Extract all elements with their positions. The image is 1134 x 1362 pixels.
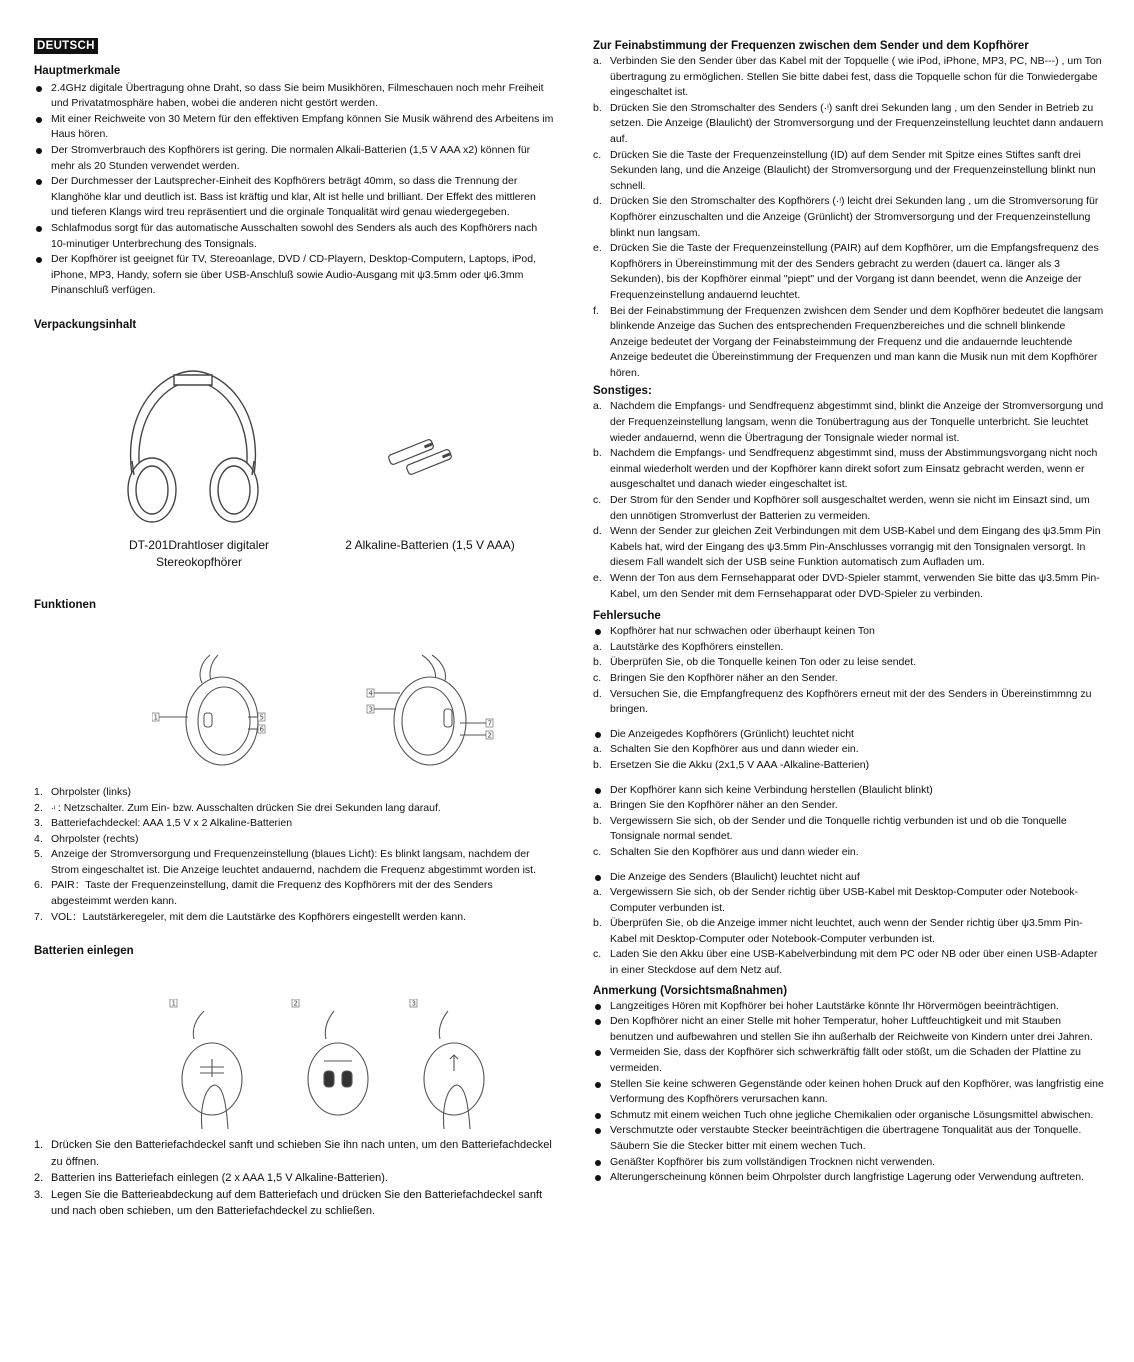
- list-marker: b.: [593, 447, 602, 460]
- trouble-remedy: [593, 814, 1105, 845]
- battery-step-item: [34, 1137, 554, 1170]
- list-marker: a.: [593, 55, 602, 67]
- func-label-7: 7: [487, 719, 492, 728]
- list-text: Verbinden Sie den Sender über das Kabel mit der Topquelle ( wie iPod, iPhone, MP3, PC, NB---) , um Ton übertragung zu ermöglichen. Stellen Sie bitte dabei fest, dass die Topquelle schon für die Tonwiedergabe eingeschaltet ist.: [610, 55, 1102, 99]
- power-icon: ·ᵎ: [51, 802, 58, 813]
- list-marker: 4.: [34, 832, 43, 845]
- function-item: [34, 816, 554, 832]
- functions-title: Funktionen: [34, 598, 96, 611]
- func-label-2: 2: [487, 731, 492, 740]
- misc-item: [593, 446, 1105, 493]
- list-marker: 5.: [34, 848, 43, 861]
- functions-diagram: [34, 613, 554, 783]
- func-label-3: 3: [368, 705, 373, 714]
- misc-title: Sonstiges:: [593, 385, 652, 398]
- list-text: Drücken Sie die Taste der Frequenzeinstellung (ID) auf dem Sender mit Spitze eines Stiftes sanft drei Sekunden lang, und die Anzeige (Blaulicht) der Stromversorgung und der Frequenzeinstellung blinkt nun schnell.: [610, 148, 1096, 192]
- note-item: Den Kopfhörer nicht an einer Stelle mit hoher Temperatur, hoher Luftfeuchtigkeit und mit Stauben benutzen und aufbewahren und stellen Sie ihn außerhalb der Reichweite von Kindern unter drei Jahren.: [593, 1014, 1105, 1045]
- list-marker: c.: [593, 671, 602, 684]
- list-marker: 3.: [34, 817, 43, 830]
- list-marker: 3.: [34, 1188, 44, 1201]
- list-marker: c.: [593, 148, 602, 161]
- list-marker: b.: [593, 814, 602, 827]
- function-item: [34, 878, 554, 909]
- list-text: Wenn der Sender zur gleichen Zeit Verbindungen mit dem USB-Kabel und dem Eingang des ψ3.5mm Pin Kabels hat, wird der Eingang des ψ3.5mm Pin-Anschlusses vorrangig mit den Tonsignalen versorgt. In diesem Fall wandelt sich der USB seine Funktion automatisch zum Aufladen um.: [610, 525, 1101, 569]
- note-item: Alterungerscheinung können beim Ohrpolster durch langfristige Lagerung oder Verwendung auftreten.: [593, 1170, 1105, 1186]
- list-text: Bei der Feinabstimmung der Frequenzen zwishcen dem Sender und dem Kopfhörer bedeutet die langsam blinkende Anzeige das Suchen des entsprechenden Frequenzbereiches und die schnell blinkende Anzeige bedeutet der Vorgang der Feinabsteimmung der Frequenz und die andauernde leuchtende Anzeige bedeutet die Übereinstimmung der Frequenzen und man kann die Musik nun mit dem Kopfhörer hören.: [610, 304, 1104, 379]
- package-images: [34, 333, 554, 593]
- list-marker: a.: [593, 743, 602, 756]
- trouble-remedies: [593, 885, 1105, 979]
- list-text: PAIR：Taste der Frequenzeinstellung, damit die Frequenz des Kopfhörers mit der des Senders abgesteimmt werden kann.: [51, 879, 493, 908]
- list-text: Drücken Sie den Stromschalter des Kopfhörers (·ᵎ) leicht drei Sekunden lang , um die Stromversorung für Kopfhörer einzuschalten und die Anzeige (Grünlicht) der Stromversorgung und der Frequenzeinstellung blinkt nun langsam.: [610, 195, 1099, 239]
- list-text: Wenn der Ton aus dem Fernsehapparat oder DVD-Spieler stammt, verwenden Sie bitte das ψ3.5mm Pin-Kabel, um den Sender mit dem Fernsehapparat oder DVD-Spieler zu verbinden.: [610, 572, 1100, 600]
- trouble-remedies: [593, 640, 1105, 718]
- trouble-group: [593, 783, 1105, 861]
- trouble-remedies: [593, 742, 1105, 773]
- list-text: Legen Sie die Batterieabdeckung auf dem Batteriefach und drücken Sie den Batteriefachdeckel sanft und nach oben schieben, um den Batteriefachdeckel zu schließen.: [51, 1188, 543, 1218]
- list-marker: 6.: [34, 879, 43, 892]
- note-item: Genäßter Kopfhörer bis zum vollständigen Trocknen nicht verwenden.: [593, 1155, 1105, 1171]
- list-marker: 7.: [34, 910, 43, 923]
- function-item: [34, 847, 554, 878]
- batteries-list: [34, 1137, 554, 1220]
- list-text: Nachdem die Empfangs- und Sendfrequenz abgestimmt sind, blinkt die Anzeige der Stromversorgung und der Frequenzeinstellung langsam, wenn die Tonübertragung aus der Tonquelle unterbricht. Sie leuchtet wieder andauernd, wenn die Übertragung der Tonsignale wieder normal ist.: [610, 400, 1104, 444]
- list-text: Lautstärke des Kopfhörers einstellen.: [610, 640, 784, 653]
- trouble-remedy: [593, 655, 1105, 671]
- notes-list: [593, 999, 1105, 1186]
- battery-step-item: [34, 1187, 554, 1220]
- tuning-list: [593, 54, 1105, 381]
- tuning-step-item: [593, 101, 1105, 148]
- package-title: Verpackungsinhalt: [34, 318, 137, 331]
- list-text: ·ᵎ : Netzschalter. Zum Ein- bzw. Ausschalten drücken Sie drei Sekunden lang darauf.: [51, 801, 441, 814]
- battery-step-label-3: 3: [411, 999, 416, 1008]
- list-marker: 1.: [34, 1139, 44, 1152]
- function-item: [34, 832, 554, 848]
- batteries-caption: 2 Alkaline-Batterien (1,5 V AAA): [345, 537, 515, 552]
- battery-step-3-image: [404, 999, 504, 1129]
- list-marker: 2.: [34, 1172, 44, 1185]
- list-marker: b.: [593, 917, 602, 930]
- tuning-title: Zur Feinabstimmung der Frequenzen zwischen dem Sender und dem Kopfhörer: [593, 40, 1029, 52]
- function-item: [34, 785, 554, 801]
- list-marker: 2.: [34, 801, 43, 814]
- misc-item: [593, 493, 1105, 524]
- left-column: [34, 38, 554, 1220]
- list-marker: b.: [593, 758, 602, 771]
- trouble-remedy: [593, 687, 1105, 718]
- note-item: Schmutz mit einem weichen Tuch ohne jegliche Chemikalien oder organische Lösungsmittel abwischen.: [593, 1108, 1105, 1124]
- trouble-remedy: [593, 671, 1105, 687]
- list-marker: a.: [593, 799, 602, 812]
- trouble-remedy: [593, 885, 1105, 916]
- list-text: Der Strom für den Sender und Kopfhörer soll ausgeschaltet werden, wenn sie nicht im Einsazt sind, um den unnötigen Stromverlust der Batterien zu vermeiden.: [610, 494, 1090, 522]
- tuning-step-item: [593, 304, 1105, 382]
- list-text: Ohrpolster (rechts): [51, 832, 139, 845]
- headphones-image: [118, 365, 268, 525]
- misc-item: [593, 524, 1105, 571]
- feature-item: Mit einer Reichweite von 30 Metern für den effektiven Empfang können Sie Musik während des Arbeitens im Haus hören.: [34, 112, 554, 143]
- earcup-right-diagram: [360, 653, 510, 773]
- right-column: [593, 38, 1105, 1186]
- trouble-remedy: [593, 758, 1105, 774]
- list-text: Versuchen Sie, die Empfangfrequenz des Kopfhörers erneut mit der des Senders in Übereinstimmng zu bringen.: [610, 687, 1092, 716]
- list-text: Bringen Sie den Kopfhörer näher an den Sender.: [610, 799, 838, 812]
- feature-item: Der Stromverbrauch des Kopfhörers ist gering. Die normalen Alkali-Batterien (1,5 V AAA x2) können für mehr als 20 Stunden verwendet werden.: [34, 143, 554, 174]
- list-marker: d.: [593, 525, 602, 538]
- tuning-step-item: [593, 241, 1105, 303]
- list-text: Vergewissern Sie sich, ob der Sender richtig über USB-Kabel mit Desktop-Computer oder Notebook-Computer verbunden ist.: [610, 886, 1079, 914]
- batteries-image: [384, 433, 474, 483]
- list-marker: c.: [593, 845, 602, 858]
- functions-list: [34, 785, 554, 925]
- misc-item: [593, 399, 1105, 446]
- trouble-symptom: Die Anzeigedes Kopfhörers (Grünlicht) leuchtet nicht: [593, 727, 1105, 743]
- list-text: Schalten Sie den Kopfhörer aus und dann wieder ein.: [610, 845, 859, 858]
- battery-step-label-2: 2: [293, 999, 298, 1008]
- list-text: Drücken Sie den Batteriefachdeckel sanft und schieben Sie ihn nach unten, um den Batteriefachdeckel zu öffnen.: [51, 1139, 552, 1168]
- list-text: Ohrpolster (links): [51, 785, 131, 798]
- batteries-title: Batterien einlegen: [34, 945, 134, 958]
- earcup-left-diagram: [152, 653, 302, 773]
- list-text: Drücken Sie die Taste der Frequenzeinstellung (PAIR) auf dem Kopfhörer, um die Empfangsfrequenz des Kopfhörers in Übereinstimmung mit der des Senders gebracht zu werden (dauert ca. länger als 3 Sekunden), bis der Kopfhörer einmal "piept" und der Vorgang ist dann beendet, wenn die Anzeige der Frequenzeinstellung andauernd leuchtet.: [610, 242, 1099, 301]
- func-label-1: 1: [153, 713, 158, 722]
- battery-step-2-image: [286, 999, 386, 1129]
- trouble-title: Fehlersuche: [593, 610, 661, 623]
- list-marker: a.: [593, 400, 602, 413]
- func-label-6: 6: [259, 725, 264, 734]
- list-marker: b.: [593, 656, 602, 669]
- feature-item: Schlafmodus sorgt für das automatische Ausschalten sowohl des Senders als auch des Kopfhörers nach 10-minutiger Unterbrechung des Tonsignals.: [34, 221, 554, 252]
- list-text: Laden Sie den Akku über eine USB-Kabelverbindung mit dem PC oder NB oder über einen USB-Adapter in einer Steckdose auf dem Netz auf.: [610, 948, 1098, 977]
- trouble-remedy: [593, 845, 1105, 861]
- list-text: Schalten Sie den Kopfhörer aus und dann wieder ein.: [610, 743, 859, 756]
- features-list: [34, 81, 554, 299]
- func-label-4: 4: [368, 689, 373, 698]
- list-text: Batterien ins Batteriefach einlegen (2 x AAA 1,5 V Alkaline-Batterien).: [51, 1172, 388, 1185]
- list-text: Anzeige der Stromversorgung und Frequenzeinstellung (blaues Licht): Es blinkt langsam, nachdem der Strom eingeschaltet ist. Die Anzeige leuchtet andauernd, nachdem die Frequenz abgestimmt worden ist.: [51, 848, 537, 876]
- tuning-step-item: [593, 194, 1105, 241]
- battery-steps-images: [34, 959, 554, 1137]
- list-marker: a.: [593, 886, 602, 899]
- list-text: Nachdem die Empfangs- und Sendfrequenz abgestimmt sind, muss der Abstimmungsvorgang nicht noch einmal wiederholt werden und der Kopfhörer kann direkt sofort zum Einsatz gebracht werden, wenn er ausgeschaltet und danach wieder eingeschaltet ist.: [610, 447, 1098, 491]
- trouble-remedy: [593, 742, 1105, 758]
- note-item: Vermeiden Sie, dass der Kopfhörer sich schwerkräftig fällt oder stößt, um die Schaden der Plattine zu vermeiden.: [593, 1045, 1105, 1076]
- list-text: Vergewissern Sie sich, ob der Sender und die Tonquelle richtig verbunden ist und ob die Tonquelle Tonsignale normal sendet.: [610, 814, 1067, 843]
- features-title: Hauptmerkmale: [34, 64, 121, 77]
- list-marker: d.: [593, 195, 602, 208]
- note-item: Stellen Sie keine schweren Gegenstände oder keinen hohen Druck auf den Kopfhörer, was langfristig eine Verformung des Kopfhörers verursachen kann.: [593, 1077, 1105, 1108]
- trouble-symptom: Die Anzeige des Senders (Blaulicht) leuchtet nicht auf: [593, 870, 1105, 886]
- trouble-remedies: [593, 798, 1105, 860]
- trouble-group: [593, 870, 1105, 979]
- misc-list: [593, 399, 1105, 602]
- trouble-groups: [593, 624, 1105, 978]
- feature-item: Der Kopfhörer ist geeignet für TV, Stereoanlage, DVD / CD-Playern, Desktop-Computern, Laptops, iPod, iPhone, MP3, Handy, sofern sie über USB-Anschluß sowie Audio-Ausgang mit ψ3.5mm oder ψ6.3mm Pinanschluß verfügen.: [34, 252, 554, 299]
- trouble-symptom: Kopfhörer hat nur schwachen oder überhaupt keinen Ton: [593, 624, 1105, 640]
- list-text: Überprüfen Sie, ob die Tonquelle keinen Ton oder zu leise sendet.: [610, 656, 917, 669]
- trouble-remedy: [593, 798, 1105, 814]
- headphones-caption: DT-201Drahtloser digitaler Stereokopfhörer: [128, 537, 270, 569]
- func-label-5: 5: [259, 713, 264, 722]
- list-marker: c.: [593, 948, 602, 961]
- battery-step-item: [34, 1170, 554, 1187]
- list-text: Überprüfen Sie, ob die Anzeige immer nicht leuchtet, auch wenn der Sender richtig über ψ3.5mm Pin-Kabel mit Desktop-Computer oder Notebook-Computer verbunden ist.: [610, 917, 1083, 945]
- note-item: Langzeitiges Hören mit Kopfhörer bei hoher Lautstärke könnte Ihr Hörvermögen beeinträchtigen.: [593, 999, 1105, 1015]
- tuning-step-item: [593, 148, 1105, 195]
- list-marker: d.: [593, 687, 602, 700]
- battery-step-1-image: [164, 999, 264, 1129]
- feature-item: Der Durchmesser der Lautsprecher-Einheit des Kopfhörers beträgt 40mm, so dass die Trennung der Klanghöhe klar und deutlich ist. Bass ist kräftig und klar, Alt ist helle und brilliant. Der Effekt des mittleren und tieferen Klangs wird treu repräsentiert und die orginale Tonqualität wird genau wiedergegeben.: [34, 174, 554, 221]
- trouble-symptom: Der Kopfhörer kann sich keine Verbindung herstellen (Blaulicht blinkt): [593, 783, 1105, 799]
- list-text: Bringen Sie den Kopfhörer näher an den Sender.: [610, 671, 838, 684]
- tuning-step-item: [593, 54, 1105, 101]
- battery-step-label-1: 1: [171, 999, 176, 1008]
- list-text: VOL：Lautstärkeregeler, mit dem die Lautstärke des Kopfhörers eingestellt werden kann.: [51, 910, 466, 923]
- list-marker: e.: [593, 242, 602, 255]
- list-text: Batteriefachdeckel: AAA 1,5 V x 2 Alkaline-Batterien: [51, 817, 293, 830]
- list-marker: b.: [593, 101, 602, 114]
- misc-item: [593, 571, 1105, 602]
- function-item: [34, 801, 554, 817]
- feature-item: 2.4GHz digitale Übertragung ohne Draht, so dass Sie beim Musikhören, Filmeschauen noch mehr Freiheit und Privatatmosphäre haben, wobei die anderen nicht gestört werden.: [34, 81, 554, 112]
- list-marker: a.: [593, 640, 602, 653]
- language-badge: DEUTSCH: [34, 38, 98, 54]
- note-item: Verschmutzte oder verstaubte Stecker beeinträchtigen die übertragene Tonqualität aus der Tonquelle. Säubern Sie die Stecker bitter mit einem wechen Tuch.: [593, 1123, 1105, 1154]
- list-marker: 1.: [34, 785, 43, 798]
- trouble-group: [593, 624, 1105, 718]
- function-item: [34, 910, 554, 926]
- list-marker: e.: [593, 572, 602, 584]
- trouble-remedy: [593, 916, 1105, 947]
- trouble-remedy: [593, 640, 1105, 656]
- trouble-group: [593, 727, 1105, 774]
- trouble-remedy: [593, 947, 1105, 978]
- list-marker: f.: [593, 304, 599, 317]
- list-marker: c.: [593, 494, 602, 507]
- list-text: Ersetzen Sie die Akku (2x1,5 V AAA -Alkaline-Batterien): [610, 758, 870, 771]
- notes-title: Anmerkung (Vorsichtsmaßnahmen): [593, 984, 788, 997]
- list-text: Drücken Sie den Stromschalter des Senders (·ᵎ) sanft drei Sekunden lang , um den Sender in Betrieb zu setzen. Die Anzeige (Blaulicht) der Stromversorgung und der Frequenzeinstellung leuchtet dann andauern auf.: [610, 101, 1104, 145]
